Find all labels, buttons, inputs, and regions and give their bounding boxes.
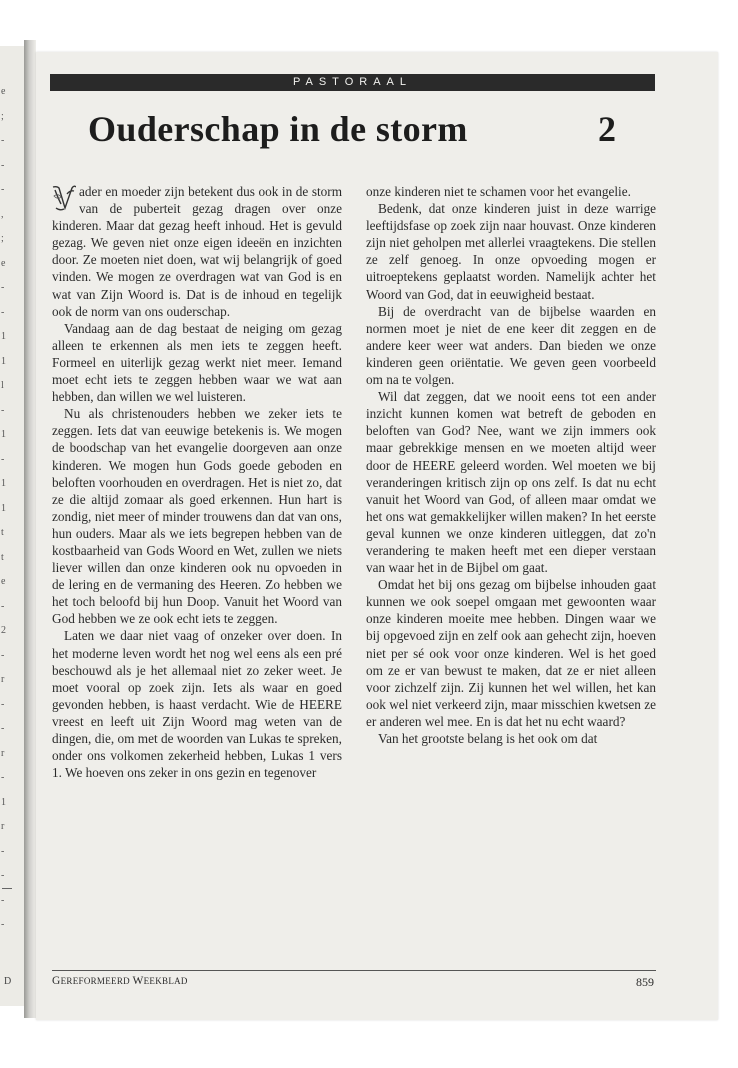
- article-part-number: 2: [598, 109, 616, 149]
- publication-name: GEREFORMEERD WEEKBLAD: [52, 975, 188, 987]
- paragraph-9: Omdat het bij ons gezag om bijbelse inhouden gaat kunnen we ook soepel omgaan met gewoonten waar onze kinderen moeite mee hebben. Dingen waar we bij opgevoed zijn en zelf ook aan gehecht zijn, hoeven niet per sé ook voor onze kinderen. Wel is het goed om ze er van bewust te maken, dat ze er niet alleen voor zichzelf zijn. Zij kunnen het wel willen, het kan ook wel niet verkeerd zijn, maar misschien kwetsen ze er anderen wel mee. En is dat het nu echt waard?: [366, 577, 656, 729]
- previous-page-fragment: r: [1, 747, 5, 759]
- previous-page-fragment: -: [1, 184, 5, 195]
- previous-page-fragment: 1: [1, 355, 6, 367]
- column-left: [52, 183, 342, 781]
- previous-page-fragment: 1: [1, 331, 6, 342]
- previous-page-rule: [2, 888, 12, 889]
- previous-page-fragment: t: [1, 527, 4, 538]
- previous-page-fragment: ;: [1, 110, 4, 122]
- previous-page-fragment: -: [1, 453, 5, 465]
- paragraph-text: ader en moeder zijn betekent dus ook in de storm van de puberteit gezag dragen over onze kinderen. Maar dat gezag heeft inhoud. Het is gevuld gezag. We geven niet onze eigen ideeën en inzichten door. Ze moeten niet doen, wat wij belangrijk of goed vinden. We mogen ze overdragen wat van God is en wat van Zijn Woord is. Dat is de inhoud en tegelijk ook de norm van ons ouderschap.: [52, 184, 342, 319]
- previous-page-fragment: -: [1, 919, 5, 930]
- paragraph-4: Laten we daar niet vaag of onzeker over doen. In het moderne leven wordt het nog wel eens als een pré beschouwd als je het allemaal niet zo zeker weet. Je moet vooral op zoek zijn. Iets als waar en goed gevonden hebben, is haast verdacht. Wie de HEERE vreest en leeft uit Zijn Woord mag weten van de dingen, die, om met de woorden van Lukas te spreken, onder ons volkomen zekerheid hebben, Lukas 1 vers 1. We hoeven ons zeker in ons gezin en tegenover: [52, 628, 342, 781]
- previous-page-fragment: -: [1, 772, 5, 783]
- previous-page-fragment: -: [1, 698, 5, 710]
- drop-cap-v-ornament: [52, 184, 76, 212]
- paragraph-3: Nu als christenouders hebben we zeker iets te zeggen. Iets dat van eeuwige betekenis is. We mogen de boodschap van het evangelie doorgeven aan onze kinderen. We mogen hun Gods goede geboden en beloften voorhouden en overdragen. Het is niet zo, dat ze die altijd zomaar als goed erkennen. Hun hart is zondig, niet meer of minder trouwens dan dat van ons, hun ouders. Maar als we iets begrepen hebben van de kostbaarheid van Gods Woord en Wet, zullen we niets liever willen dan onze kinderen ook nu opvoeden in de lering en de vermaning des Heeren. Zo hebben we het toch beloofd bij hun Doop. Vanuit het Woord van God hebben we ze ook echt iets te zeggen.: [52, 406, 342, 627]
- previous-page-fragment: t: [1, 551, 4, 563]
- previous-page-fragment: r: [1, 674, 5, 685]
- previous-page-fragment: -: [1, 159, 5, 171]
- paragraph-7: Bij de overdracht van de bijbelse waarden en normen moet je niet de ene keer dit zeggen en de andere keer weer wat anders. Dan bieden we onze kinderen geen oriëntatie. We geven geen voorbeeld om na te volgen.: [366, 303, 656, 388]
- previous-page-fragment: -: [1, 306, 5, 318]
- paragraph-1: [52, 183, 342, 320]
- previous-page-fragment: -: [1, 404, 5, 416]
- previous-page-footer-letter: D: [4, 976, 12, 987]
- footer-rule: [52, 970, 656, 971]
- previous-page-fragment: ,: [1, 208, 4, 220]
- previous-page-fragment: r: [1, 821, 5, 832]
- paragraph-2: Vandaag aan de dag bestaat de neiging om gezag alleen te erkennen als men iets te zeggen heeft. Formeel en uiterlijk gezag werkt niet meer. Iemand moet echt iets te zeggen hebben waar we wat aan hebben, dan willen we wel luisteren.: [52, 320, 342, 405]
- paragraph-10: Van het grootste belang is het ook om dat: [378, 731, 598, 746]
- previous-page-fragment: 1: [1, 478, 6, 489]
- previous-page-fragment: -: [1, 894, 5, 906]
- previous-page-fragment: -: [1, 135, 5, 146]
- previous-page-fragment: -: [1, 723, 5, 734]
- previous-page-fragment: 1: [1, 502, 6, 514]
- paragraph-8: Wil dat zeggen, dat we nooit eens tot een ander inzicht kunnen komen wat betreft de geboden en beloften van God? Nee, want we zijn immers ook maar gebrekkige mensen en we moeten altijd weer door de HEERE geleerd worden. Wel moeten we bij veranderingen kritisch zijn op ons zelf. Is dat nu echt vanuit het Woord van God, of alleen maar omdat we het ons wat gemakkelijker willen maken? In het eerste geval kunnen we onze kinderen uitleggen, dat zo'n verandering te maken heeft met een dieper verstaan van waar het in de Bijbel om gaat.: [366, 389, 656, 576]
- previous-page-fragment: ;: [1, 233, 4, 244]
- previous-page-fragment: -: [1, 649, 5, 661]
- column-right: [366, 183, 656, 747]
- previous-page-fragment: -: [1, 870, 5, 881]
- article-title: Ouderschap in de storm: [88, 109, 468, 149]
- previous-page-fragment: -: [1, 282, 5, 293]
- previous-page-fragment: -: [1, 845, 5, 857]
- page-number: 859: [636, 975, 654, 989]
- section-banner: PASTORAAL: [50, 74, 655, 91]
- previous-page-edge: [0, 46, 24, 1006]
- paragraph-6: Bedenk, dat onze kinderen juist in deze warrige leeftijdsfase op zoek zijn naar houvast. Onze kinderen zijn niet geholpen met allerlei vraagtekens. Die stellen ze zelf genoeg. In onze opvoeding mogen er uitroeptekens geplaatst worden. Namelijk achter het Woord van God, dat in eeuwigheid bestaat.: [366, 201, 656, 302]
- previous-page-fragment: l: [1, 380, 4, 391]
- binding-gutter: [24, 40, 36, 1018]
- previous-page-fragment: e: [1, 257, 6, 269]
- previous-page-fragment: e: [1, 576, 6, 587]
- previous-page-fragment: e: [1, 86, 6, 97]
- previous-page-fragment: 1: [1, 796, 6, 808]
- paragraph-5: onze kinderen niet te schamen voor het evangelie.: [366, 184, 631, 199]
- previous-page-fragment: 1: [1, 429, 6, 440]
- previous-page-fragment: -: [1, 600, 5, 612]
- previous-page-fragment: 2: [1, 625, 6, 636]
